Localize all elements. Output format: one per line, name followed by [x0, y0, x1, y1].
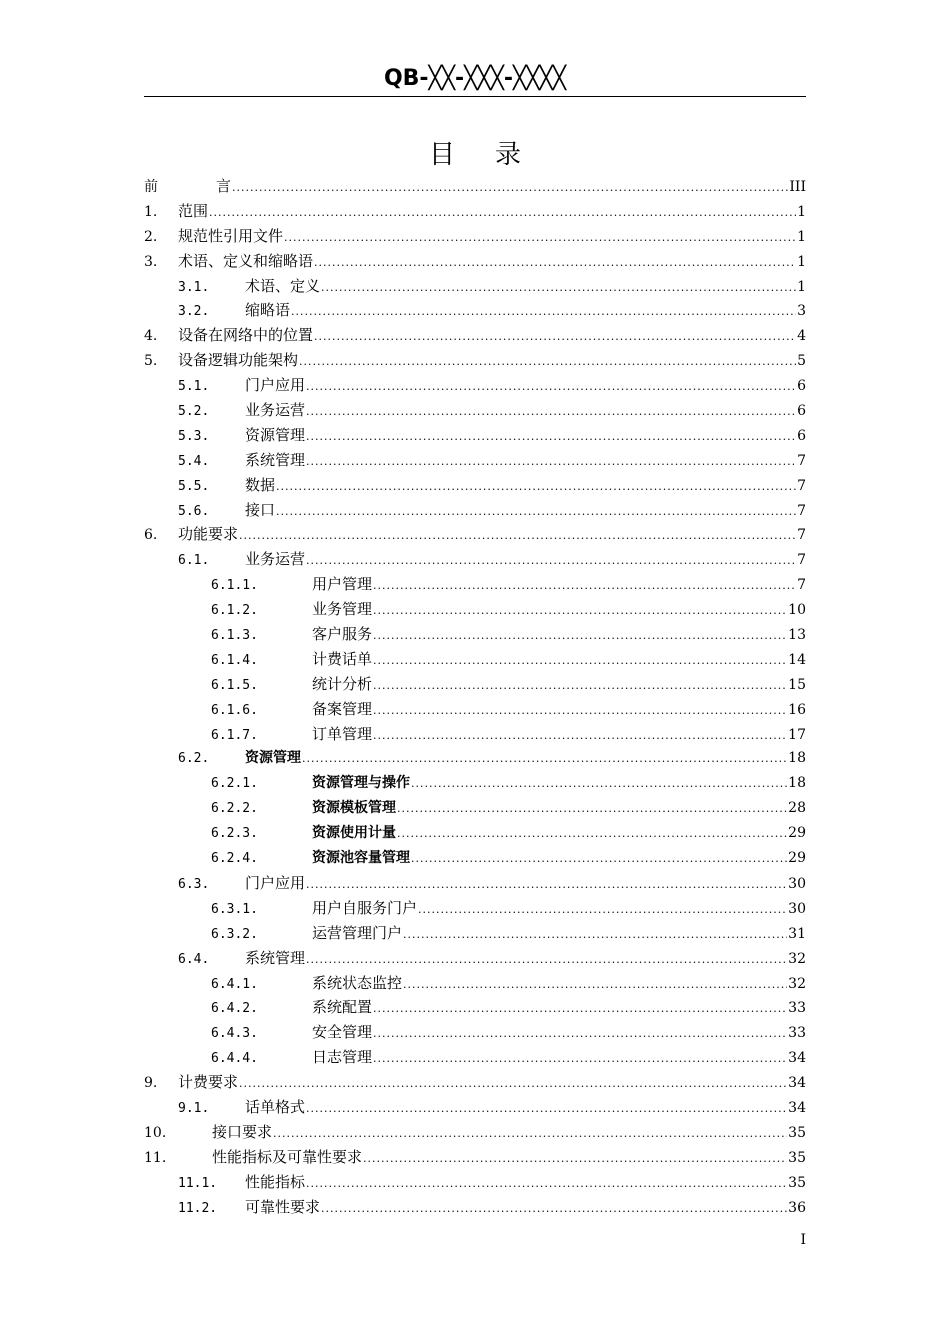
toc-entry-page: 29 [788, 825, 806, 842]
toc-entry-page: III [789, 179, 806, 195]
toc-entry[interactable] [144, 448, 806, 473]
toc-entry-number: 11. [144, 1149, 167, 1166]
toc-entry-page: 7 [797, 527, 806, 544]
dot-leader [397, 797, 787, 822]
dot-leader [273, 1122, 787, 1147]
toc-entry-title: 规范性引用文件 [178, 226, 284, 245]
toc-entry-page: 6 [797, 427, 806, 444]
toc-entry-page: 29 [788, 850, 806, 867]
toc-entry-title: 门户应用 [245, 376, 306, 395]
toc-entry[interactable] [144, 298, 806, 323]
dot-leader [373, 699, 787, 724]
dot-leader [276, 500, 796, 525]
dot-leader [403, 923, 787, 948]
dot-leader [232, 176, 788, 201]
dot-leader [306, 375, 796, 400]
toc-entry[interactable] [144, 1045, 806, 1070]
toc-entry-page: 35 [788, 1124, 806, 1141]
toc-entry[interactable] [144, 199, 806, 224]
dot-leader [373, 1022, 787, 1047]
toc-entry-number: 6.1.1. [211, 578, 258, 594]
toc-entry-page: 18 [788, 750, 806, 767]
toc-entry[interactable] [144, 274, 806, 299]
document-code: QB-╳╳-╳╳╳-╳╳╳╳ [383, 66, 567, 91]
toc-entry[interactable] [144, 995, 806, 1020]
table-of-contents [144, 174, 806, 1219]
toc-entry-number: 5.1. [178, 379, 210, 395]
toc-entry-number: 5. [144, 353, 158, 370]
dot-leader [314, 251, 796, 276]
toc-entry-page: 34 [788, 1050, 806, 1067]
toc-entry-title: 用户管理 [312, 575, 373, 594]
toc-entry-title: 订单管理 [312, 724, 373, 743]
toc-entry-number: 9.1. [178, 1100, 210, 1116]
toc-entry[interactable] [144, 1170, 806, 1195]
dot-leader [373, 574, 796, 599]
toc-entry-title: 用户自服务门户 [312, 898, 418, 917]
toc-entry[interactable] [144, 174, 806, 199]
toc-entry-title: 言 [216, 177, 232, 195]
toc-entry[interactable] [144, 597, 806, 622]
toc-entry-title: 资源管理 [245, 750, 301, 767]
toc-entry-title: 性能指标 [245, 1172, 306, 1191]
toc-entry[interactable] [144, 423, 806, 448]
toc-entry[interactable] [144, 498, 806, 523]
dot-leader [306, 948, 787, 973]
toc-entry-title: 设备逻辑功能架构 [178, 351, 299, 370]
toc-entry[interactable] [144, 224, 806, 249]
dot-leader [373, 724, 787, 749]
dot-leader [209, 201, 796, 226]
toc-entry[interactable] [144, 971, 806, 996]
toc-entry-title: 业务运营 [245, 550, 306, 569]
toc-entry-page: 10 [788, 602, 806, 619]
dot-leader [306, 549, 796, 574]
toc-entry-title: 资源管理 [245, 425, 306, 444]
toc-entry-title: 话单格式 [245, 1097, 306, 1116]
toc-entry-page: 6 [797, 403, 806, 420]
toc-entry-title: 范围 [178, 201, 209, 220]
toc-entry-number: 6.4.2. [211, 1001, 258, 1017]
toc-entry[interactable] [144, 647, 806, 672]
toc-entry-page: 32 [788, 975, 806, 992]
toc-entry-number: 9. [144, 1075, 158, 1092]
toc-entry[interactable] [144, 323, 806, 348]
toc-entry-title: 运营管理门户 [312, 923, 403, 942]
toc-entry-title: 资源池容量管理 [312, 850, 410, 867]
toc-entry-title: 系统管理 [245, 948, 306, 967]
dot-leader [306, 1172, 787, 1197]
dot-leader [306, 1097, 787, 1122]
toc-entry[interactable] [144, 722, 806, 747]
dot-leader [302, 747, 787, 772]
toc-entry-number: 3.2. [178, 304, 210, 320]
toc-entry-title: 计费要求 [178, 1073, 239, 1092]
dot-leader [321, 276, 796, 301]
toc-entry-number: 10. [144, 1124, 167, 1141]
toc-entry-title: 统计分析 [312, 674, 373, 693]
toc-entry-page: 1 [797, 228, 806, 245]
toc-entry-page: 7 [797, 502, 806, 519]
toc-entry-page: 30 [788, 900, 806, 917]
toc-entry-page: 1 [797, 203, 806, 220]
toc-entry-page: 32 [788, 950, 806, 967]
toc-entry[interactable] [144, 1195, 806, 1220]
toc-entry[interactable] [144, 1020, 806, 1045]
toc-entry[interactable] [144, 373, 806, 398]
dot-leader [363, 1147, 787, 1172]
toc-entry-number: 11.2. [178, 1200, 218, 1216]
toc-entry-page: 7 [797, 577, 806, 594]
toc-entry-number: 6.4. [178, 951, 210, 967]
toc-entry-title: 资源使用计量 [312, 825, 396, 842]
toc-entry[interactable] [144, 946, 806, 971]
toc-entry[interactable] [144, 1095, 806, 1120]
toc-entry-number: 3. [144, 253, 158, 270]
toc-entry[interactable] [144, 771, 806, 796]
toc-entry-page: 33 [788, 1025, 806, 1042]
toc-entry-number: 3.1. [178, 279, 210, 295]
toc-entry-number: 6.1.2. [211, 603, 258, 619]
toc-entry-page: 15 [788, 676, 806, 693]
toc-entry-title: 计费话单 [312, 649, 373, 668]
toc-entry-page: 35 [788, 1174, 806, 1191]
dot-leader [314, 325, 796, 350]
toc-entry-number: 6.2.1. [211, 776, 258, 792]
toc-entry[interactable] [144, 672, 806, 697]
dot-leader [411, 847, 787, 872]
toc-entry-number: 6.1.4. [211, 652, 258, 668]
toc-entry-page: 35 [788, 1149, 806, 1166]
toc-entry[interactable] [144, 896, 806, 921]
toc-entry[interactable] [144, 846, 806, 871]
toc-entry-number: 6.4.4. [211, 1051, 258, 1067]
dot-leader [276, 475, 796, 500]
toc-entry-title: 缩略语 [245, 301, 291, 320]
toc-entry-page: 18 [788, 775, 806, 792]
toc-entry-page: 33 [788, 1000, 806, 1017]
toc-entry-page: 13 [788, 627, 806, 644]
dot-leader [373, 674, 787, 699]
toc-entry-page: 1 [797, 278, 806, 295]
toc-entry[interactable] [144, 1145, 806, 1170]
toc-entry-title: 门户应用 [245, 873, 306, 892]
toc-entry[interactable] [144, 697, 806, 722]
toc-entry-number: 6.4.1. [211, 976, 258, 992]
toc-entry-title: 资源管理与操作 [312, 775, 410, 792]
toc-entry-number: 6.2.4. [211, 851, 258, 867]
toc-entry-page: 31 [788, 925, 806, 942]
dot-leader [299, 350, 796, 375]
toc-entry-page: 5 [797, 353, 806, 370]
toc-entry-title: 安全管理 [312, 1023, 373, 1042]
toc-entry-title: 备案管理 [312, 699, 373, 718]
toc-entry-page: 4 [797, 328, 806, 345]
toc-entry-number: 11.1. [178, 1175, 218, 1191]
toc-title: 目录 [428, 140, 561, 170]
toc-entry-title: 业务运营 [245, 401, 306, 420]
toc-entry-page: 14 [788, 651, 806, 668]
toc-entry-page: 6 [797, 378, 806, 395]
toc-entry-title: 性能指标及可靠性要求 [212, 1147, 363, 1166]
toc-entry-title: 资源模板管理 [312, 800, 396, 817]
toc-entry-page: 34 [788, 1075, 806, 1092]
dot-leader [239, 1072, 787, 1097]
toc-entry[interactable] [144, 1120, 806, 1145]
dot-leader [373, 624, 787, 649]
toc-entry-title: 术语、定义 [245, 276, 321, 295]
toc-entry-number: 1. [144, 203, 158, 220]
toc-entry-page: 7 [797, 477, 806, 494]
toc-entry-title: 业务管理 [312, 600, 373, 619]
dot-leader [411, 772, 787, 797]
toc-entry-number: 6.3. [178, 876, 210, 892]
toc-entry-number: 6.3.1. [211, 901, 258, 917]
toc-entry-page: 1 [797, 253, 806, 270]
toc-entry[interactable] [144, 572, 806, 597]
dot-leader [306, 400, 796, 425]
dot-leader [373, 599, 787, 624]
toc-entry-page: 7 [797, 552, 806, 569]
toc-entry-title: 接口 [245, 500, 276, 519]
dot-leader [321, 1197, 787, 1222]
toc-entry-title: 日志管理 [312, 1048, 373, 1067]
toc-entry-title: 功能要求 [178, 525, 239, 544]
toc-entry-title: 系统管理 [245, 450, 306, 469]
toc-entry-number: 5.2. [178, 404, 210, 420]
toc-entry-number: 6.1. [178, 553, 210, 569]
toc-entry[interactable] [144, 796, 806, 821]
toc-entry[interactable] [144, 249, 806, 274]
toc-entry-number: 6.1.3. [211, 628, 258, 644]
toc-entry-number: 5.6. [178, 503, 210, 519]
header-rule [144, 96, 806, 97]
toc-entry[interactable] [144, 821, 806, 846]
toc-entry[interactable] [144, 398, 806, 423]
toc-entry-title: 设备在网络中的位置 [178, 326, 314, 345]
toc-entry-number: 6.1.6. [211, 702, 258, 718]
toc-entry-number: 6.1.7. [211, 727, 258, 743]
toc-entry-page: 17 [788, 726, 806, 743]
footer-page-number: I [800, 1232, 806, 1248]
toc-entry-number: 4. [144, 328, 158, 345]
toc-entry-title: 客户服务 [312, 625, 373, 644]
toc-entry[interactable] [144, 473, 806, 498]
toc-entry[interactable] [144, 1070, 806, 1095]
toc-entry-number: 6.2. [178, 751, 210, 767]
toc-entry-title: 术语、定义和缩略语 [178, 251, 314, 270]
toc-entry-title: 系统状态监控 [312, 973, 403, 992]
toc-entry-number: 5.5. [178, 478, 210, 494]
toc-entry-page: 36 [788, 1199, 806, 1216]
toc-entry-page: 34 [788, 1099, 806, 1116]
toc-entry-title: 系统配置 [312, 998, 373, 1017]
toc-entry-title: 可靠性要求 [245, 1197, 321, 1216]
dot-leader [373, 997, 787, 1022]
toc-entry-number: 6.4.3. [211, 1026, 258, 1042]
dot-leader [373, 1047, 787, 1072]
dot-leader [403, 973, 787, 998]
toc-entry-number: 5.4. [178, 453, 210, 469]
dot-leader [306, 873, 787, 898]
dot-leader [397, 822, 787, 847]
dot-leader [284, 226, 796, 251]
toc-entry-page: 3 [797, 303, 806, 320]
dot-leader [291, 300, 796, 325]
toc-entry-number: 6. [144, 527, 158, 544]
toc-entry-number: 6.2.3. [211, 826, 258, 842]
toc-entry-page: 16 [788, 701, 806, 718]
toc-entry-number: 6.1.5. [211, 677, 258, 693]
dot-leader [306, 425, 796, 450]
toc-entry[interactable] [144, 547, 806, 572]
toc-entry-number: 5.3. [178, 428, 210, 444]
toc-entry-title: 接口要求 [212, 1122, 273, 1141]
toc-entry-page: 28 [788, 800, 806, 817]
toc-entry[interactable] [144, 746, 806, 771]
toc-entry[interactable] [144, 522, 806, 547]
dot-leader [373, 649, 787, 674]
toc-entry-title: 数据 [245, 475, 276, 494]
toc-entry-number: 2. [144, 228, 158, 245]
toc-entry-number: 6.3.2. [211, 926, 258, 942]
toc-entry-number: 前 [144, 179, 158, 195]
toc-entry-page: 7 [797, 452, 806, 469]
toc-entry-number: 6.2.2. [211, 801, 258, 817]
toc-entry[interactable] [144, 871, 806, 896]
dot-leader [418, 898, 787, 923]
dot-leader [306, 450, 796, 475]
toc-entry[interactable] [144, 921, 806, 946]
toc-entry-page: 30 [788, 875, 806, 892]
toc-entry[interactable] [144, 348, 806, 373]
dot-leader [239, 524, 796, 549]
toc-entry[interactable] [144, 622, 806, 647]
